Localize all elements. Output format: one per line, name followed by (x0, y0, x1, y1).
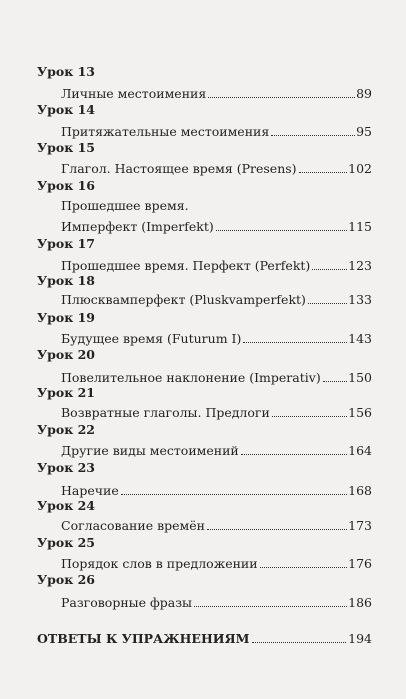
toc-entry-19 (61, 331, 372, 347)
entry-title: Имперфект (Imperfekt) (61, 219, 214, 234)
toc-entry-14 (61, 124, 372, 140)
toc-entry-26 (61, 595, 372, 611)
lesson-heading-26: Урок 26 (37, 572, 95, 587)
dot-leader (323, 381, 347, 382)
lesson-heading-20: Урок 20 (37, 347, 95, 362)
entry-title: Другие виды местоимений (61, 443, 239, 458)
toc-entry-21 (61, 405, 372, 421)
entry-page: 186 (348, 595, 372, 610)
lesson-heading-16: Урок 16 (37, 178, 95, 193)
lesson-heading-24: Урок 24 (37, 498, 95, 513)
entry-title: Личные местоимения (61, 86, 207, 101)
entry-title: Плюсквамперфект (Pluskvamperfekt) (61, 292, 306, 307)
entry-title: Будущее время (Futurum I) (61, 331, 242, 346)
dot-leader (312, 269, 347, 270)
entry-title: Прошедшее время. Перфект (Perfekt) (61, 258, 311, 273)
entry-title: Согласование времён (61, 518, 205, 533)
dot-leader (241, 454, 347, 455)
toc-entry-24 (61, 518, 372, 534)
answers-page: 194 (348, 631, 372, 646)
lesson-heading-15: Урок 15 (37, 140, 95, 155)
toc-entry-13 (61, 86, 372, 102)
toc-entry-16 (61, 219, 372, 235)
lesson-heading-23: Урок 23 (37, 460, 95, 475)
entry-title: Возвратные глаголы. Предлоги (61, 405, 270, 420)
entry-page: 176 (348, 556, 372, 571)
dot-leader (299, 172, 348, 173)
entry-title-line1: Прошедшее время. (61, 198, 189, 213)
entry-page: 143 (348, 331, 372, 346)
toc-entry-25 (61, 556, 372, 572)
dot-leader (216, 230, 347, 231)
lesson-heading-18: Урок 18 (37, 273, 95, 288)
entry-page: 150 (348, 370, 372, 385)
lesson-heading-21: Урок 21 (37, 385, 95, 400)
dot-leader (243, 342, 347, 343)
toc-entry-18 (61, 292, 372, 308)
entry-page: 115 (348, 219, 372, 234)
entry-title: Порядок слов в предложении (61, 556, 258, 571)
toc-entry-23 (61, 483, 372, 499)
toc-entry-17 (61, 258, 372, 274)
entry-title: Повелительное наклонение (Imperativ) (61, 370, 321, 385)
lesson-heading-17: Урок 17 (37, 236, 95, 251)
entry-page: 133 (348, 292, 372, 307)
entry-title: Наречие (61, 483, 119, 498)
toc-entry-answers (37, 631, 372, 647)
dot-leader (308, 303, 347, 304)
entry-title: Глагол. Настоящее время (Presens) (61, 161, 297, 176)
lesson-heading-14: Урок 14 (37, 102, 95, 117)
entry-page: 89 (356, 86, 372, 101)
lesson-heading-13: Урок 13 (37, 64, 95, 79)
entry-page: 102 (348, 161, 372, 176)
entry-page: 123 (348, 258, 372, 273)
answers-title: ОТВЕТЫ К УПРАЖНЕНИЯМ (37, 631, 250, 646)
dot-leader (271, 135, 355, 136)
dot-leader (272, 416, 347, 417)
dot-leader (252, 642, 346, 643)
dot-leader (121, 494, 347, 495)
entry-page: 156 (348, 405, 372, 420)
entry-title: Притяжательные местоимения (61, 124, 270, 139)
entry-page: 173 (348, 518, 372, 533)
toc-entry-20 (61, 370, 372, 386)
lesson-heading-19: Урок 19 (37, 310, 95, 325)
entry-page: 164 (348, 443, 372, 458)
dot-leader (194, 606, 347, 607)
toc-entry-22 (61, 443, 372, 459)
toc-entry-15 (61, 161, 372, 177)
dot-leader (208, 97, 355, 98)
lesson-heading-25: Урок 25 (37, 535, 95, 550)
entry-page: 95 (356, 124, 372, 139)
entry-title: Разговорные фразы (61, 595, 192, 610)
dot-leader (260, 567, 348, 568)
lesson-heading-22: Урок 22 (37, 422, 95, 437)
dot-leader (207, 529, 347, 530)
entry-page: 168 (348, 483, 372, 498)
